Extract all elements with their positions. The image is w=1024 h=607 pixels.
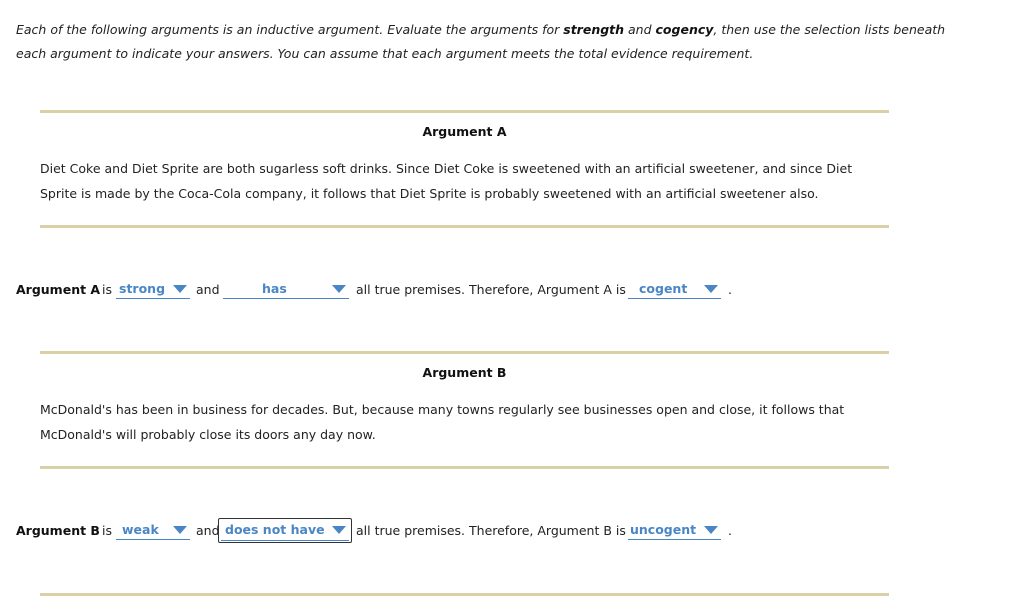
argument-a-title: Argument A bbox=[422, 124, 507, 139]
instructions-part1: Each of the following arguments is an inductive argument. Evaluate the arguments for bbox=[16, 22, 564, 37]
argument-a-strength-select[interactable] bbox=[116, 279, 190, 299]
instructions-part2: and bbox=[624, 22, 656, 37]
argument-a-middle-text: all true premises. Therefore, Argument A is bbox=[356, 282, 626, 297]
chevron-down-icon bbox=[704, 285, 718, 293]
argument-a-period: . bbox=[728, 282, 732, 297]
chevron-down-icon bbox=[173, 526, 187, 534]
argument-b-strength-select[interactable] bbox=[116, 520, 190, 540]
argument-b-top-rule bbox=[40, 351, 889, 354]
argument-a-bottom-rule bbox=[40, 225, 889, 228]
chevron-down-icon bbox=[173, 285, 187, 293]
argument-b-answer-label: Argument B bbox=[16, 523, 100, 538]
instructions bbox=[16, 18, 976, 66]
argument-b-premises-inner bbox=[221, 520, 349, 541]
argument-a-premises-select[interactable] bbox=[223, 279, 349, 299]
argument-b-title: Argument B bbox=[422, 365, 507, 380]
argument-b-cogency-value: uncogent bbox=[630, 522, 697, 537]
argument-a-cogency-select[interactable] bbox=[628, 279, 721, 299]
argument-b-is-text: is bbox=[102, 523, 112, 538]
instructions-strength: strength bbox=[563, 22, 625, 37]
argument-b-strength-value: weak bbox=[122, 522, 159, 537]
argument-b-bottom-rule bbox=[40, 466, 889, 469]
argument-a-cogency-value: cogent bbox=[639, 281, 688, 296]
argument-b-premises-value: does not have bbox=[225, 522, 325, 537]
argument-b-premises-select[interactable] bbox=[218, 518, 352, 543]
argument-b-text: McDonald's has been in business for decades. But, because many towns regularly see businesses open and close, it follows that McDonald's will probably close its doors any day now. bbox=[40, 402, 845, 442]
argument-b-and-text: and bbox=[196, 523, 220, 538]
argument-a-answer-label: Argument A bbox=[16, 282, 101, 297]
argument-b-middle-text: all true premises. Therefore, Argument B is bbox=[356, 523, 626, 538]
chevron-down-icon bbox=[332, 285, 346, 293]
chevron-down-icon bbox=[332, 526, 346, 534]
chevron-down-icon bbox=[704, 526, 718, 534]
argument-b-period: . bbox=[728, 523, 732, 538]
instructions-cogency: cogency bbox=[655, 22, 714, 37]
argument-a-premises-value: has bbox=[262, 281, 287, 296]
argument-a-strength-value: strong bbox=[119, 281, 166, 296]
argument-a-is-text: is bbox=[102, 282, 112, 297]
instructions-part3: , then use the selection lists beneath each argument to indicate your answers. You can assume that each argument meets the total evidence requirement. bbox=[16, 22, 946, 61]
argument-a-top-rule bbox=[40, 110, 889, 113]
bottom-rule bbox=[40, 593, 889, 596]
argument-a-text: Diet Coke and Diet Sprite are both sugarless soft drinks. Since Diet Coke is sweetened with an artificial sweetener, and since Diet Sprite is made by the Coca-Cola company, it follows that Diet Sprite is probably sweetened with an artificial sweetener also. bbox=[40, 161, 853, 201]
argument-b-cogency-select[interactable] bbox=[628, 520, 721, 540]
argument-a-and-text: and bbox=[196, 282, 220, 297]
